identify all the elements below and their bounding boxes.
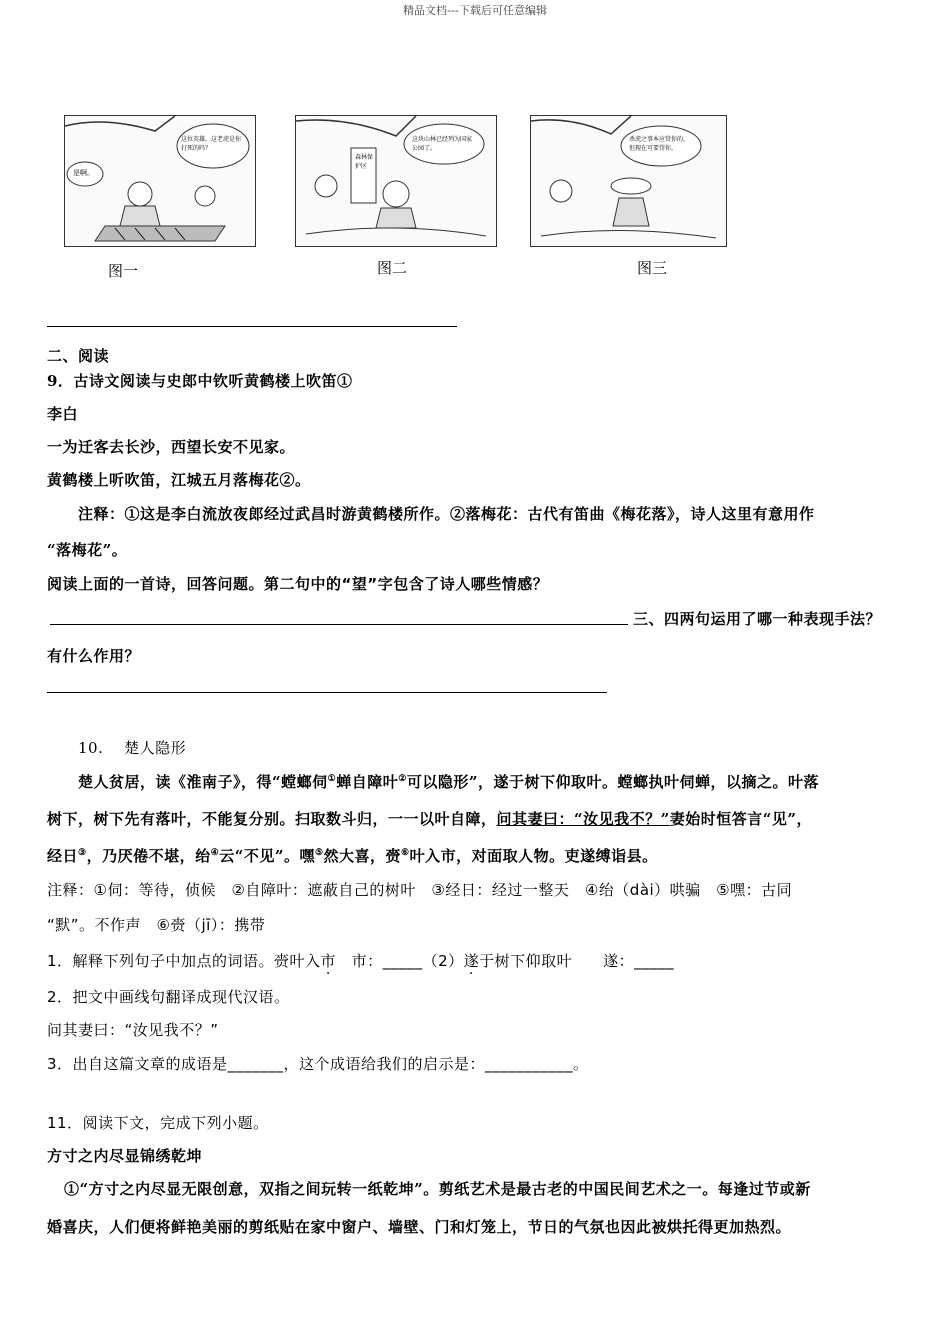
- comic-caption-2: 图二: [377, 259, 408, 277]
- q9-note-1: 注释：①这是李白流放夜郎经过武昌时游黄鹤楼所作。②落梅花：古代有笛曲《梅花落》，诗人这里有意用作: [78, 505, 815, 523]
- text-segment: 经日: [47, 847, 79, 865]
- footnote-mark: ⑥: [401, 848, 410, 858]
- comic-panel-2: [295, 115, 497, 247]
- text-segment: 叶入市，对面取人物。吏遂缚诣县。: [409, 847, 658, 865]
- q10-paragraph-line3: [47, 845, 658, 866]
- underlined-sentence: 问其妻曰：“汝见我不？”: [496, 810, 670, 828]
- footnote-mark: ①: [327, 774, 337, 784]
- text-segment: 妻始时恒答言“见”，: [669, 810, 813, 828]
- text-segment: 树下，树下先有落叶，不能复分别。扫取数斗归，一一以叶自障，: [47, 810, 497, 828]
- q9-question-1: 阅读上面的一首诗，回答问题。第二句中的“望”字包含了诗人哪些情感？: [47, 575, 549, 593]
- q9-poem-line2: 黄鹤楼上听吹笛，江城五月落梅花②。: [47, 471, 311, 489]
- answer-line: [47, 692, 607, 693]
- q10-question-2: 2．把文中画线句翻译成现代汉语。: [47, 988, 290, 1006]
- page-header: 精品文档---下载后可任意编辑: [403, 4, 547, 17]
- comic-panel-3: [530, 115, 727, 247]
- text-segment: 于树下仰取叶 遂：_____: [479, 952, 675, 970]
- footnote-mark: ②: [398, 774, 407, 784]
- q10-question-3: 3．出自这篇文章的成语是_______，这个成语给我们的启示是：___________。: [47, 1055, 589, 1073]
- comic-1-bubble-left: 是啊。: [73, 169, 94, 177]
- q10-paragraph-line1: [78, 771, 819, 792]
- q11-paragraph-line2: 婚喜庆，人们便将鲜艳美丽的剪纸贴在家中窗户、墙壁、门和灯笼上，节日的气氛也因此被烘托得更加热烈。: [47, 1218, 792, 1236]
- q10-question-2-sentence: 问其妻曰：“汝见我不？”: [47, 1021, 219, 1039]
- text-segment: 市：_____（2）: [336, 952, 464, 970]
- text-segment: ，乃厌倦不堪，绐: [86, 847, 211, 865]
- q9-author: 李白: [47, 405, 79, 423]
- comic-panel-1: [64, 115, 256, 247]
- q10-note-1: 注释：①伺：等待，侦候 ②自障叶：遮蔽自己的树叶 ③经日：经过一整天 ④绐（dài）哄骗 ⑤嘿：古同: [47, 881, 793, 899]
- footnote-mark: ⑤: [314, 848, 324, 858]
- q9-question-2: 三、四两句运用了哪一种表现手法？: [633, 610, 882, 628]
- text-segment: 然大喜，赍: [323, 847, 402, 865]
- text-segment: 云“不见”。嘿: [219, 847, 315, 865]
- q10-title: 10. 楚人隐形: [78, 739, 187, 757]
- text-segment: 可以隐形”，遂于树下仰取叶。螳螂执叶伺蝉，以摘之。叶落: [406, 773, 819, 791]
- comic-caption-1: 图一: [108, 262, 139, 280]
- footnote-mark: ③: [78, 848, 87, 858]
- q11-title: 11．阅读下文，完成下列小题。: [47, 1114, 269, 1132]
- text-segment: 蝉自障叶: [336, 773, 399, 791]
- comic-caption-3: 图三: [637, 259, 668, 277]
- text-segment: 楚人贫居，读《淮南子》，得“螳螂伺: [78, 773, 328, 791]
- q10-paragraph-line2: [47, 808, 812, 829]
- answer-line: [50, 624, 628, 625]
- answer-line: [47, 326, 457, 327]
- dotted-word: 市: [320, 952, 337, 970]
- q9-note-2: “落梅花”。: [47, 541, 128, 559]
- comic-2-sign: 森林保护区: [355, 154, 374, 170]
- comic-1-bubble-right: 这位英雄，这老虎是你打死的吗？: [181, 136, 242, 152]
- q10-note-2: “默”。不作声 ⑥赍（jī）：携带: [47, 916, 266, 934]
- text-segment: 1．解释下列句子中加点的词语。赍叶入: [47, 952, 321, 970]
- footnote-mark: ④: [210, 848, 220, 858]
- q9-title: 9．古诗文阅读与史郎中钦听黄鹤楼上吹笛①: [47, 372, 353, 390]
- section-title: 二、阅读: [47, 347, 110, 365]
- q9-question-3: 有什么作用？: [47, 647, 141, 665]
- q11-paragraph-line1: ①“方寸之内尽显无限创意，双指之间玩转一纸乾坤”。剪纸艺术是最古老的中国民间艺术之一。每逢过节或新: [64, 1180, 811, 1198]
- q10-question-1: [47, 950, 674, 971]
- comic-3-bubble-right: 杀虎之事本应赏你的，但现在可要罚你。: [629, 136, 690, 152]
- q9-poem-line1: 一为迁客去长沙，西望长安不见家。: [47, 438, 296, 456]
- dotted-word: 遂: [463, 952, 480, 970]
- q11-subtitle: 方寸之内尽显锦绣乾坤: [47, 1147, 203, 1165]
- comic-2-bubble-right: 这块山林已经列为国家公园了。: [412, 136, 473, 152]
